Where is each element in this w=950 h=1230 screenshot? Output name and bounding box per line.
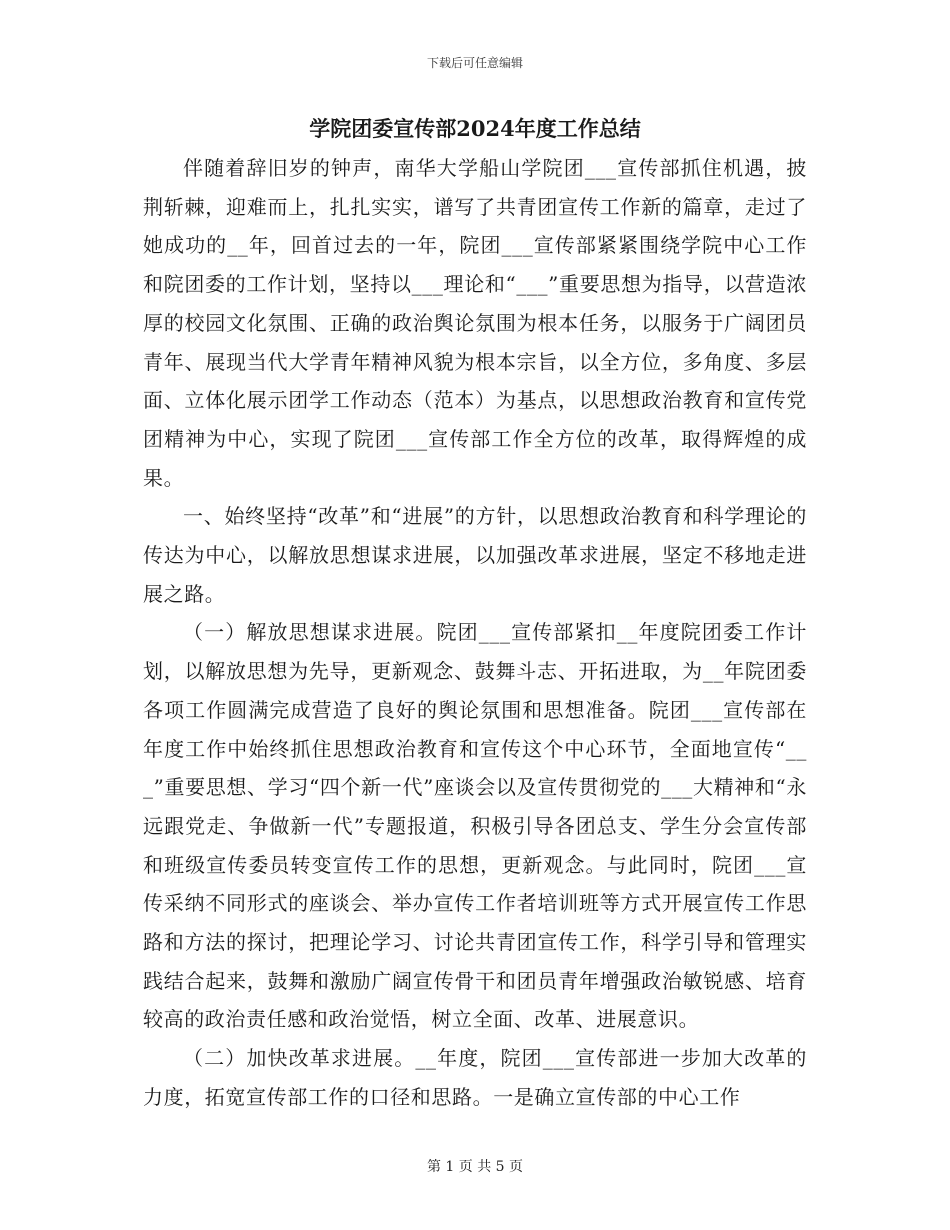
document-title: 学院团委宣传部2024年度工作总结 bbox=[309, 116, 641, 141]
paragraph-subsection-2: （二）加快改革求进展。__年度，院团___宣传部进一步加大改革的力度，拓宽宣传部工作的口径和思路。一是确立宣传部的中心工作 bbox=[143, 1046, 807, 1109]
header-note: 下载后可任意编辑 bbox=[426, 56, 523, 70]
document-body bbox=[143, 149, 807, 1117]
paragraph-intro: 伴随着辞旧岁的钟声，南华大学船山学院团___宣传部抓住机遇，披荆斩棘，迎难而上，扎扎实实，谱写了共青团宣传工作新的篇章，走过了她成功的__年，回首过去的一年，院团___宣传部紧紧围绕学院中心工作和院团委的工作计划，坚持以___理论和“___”重要思想为指导，以营造浓厚的校园文化氛围、正确的政治舆论氛围为根本任务，以服务于广阔团员青年、展现当代大学青年精神风貌为根本宗旨，以全方位，多角度、多层面、立体化展示团学工作动态（范本）为基点，以思想政治教育和宣传党团精神为中心，实现了院团___宣传部工作全方位的改革，取得辉煌的成果。 bbox=[143, 156, 807, 490]
paragraph-subsection-1: （一）解放思想谋求进展。院团___宣传部紧扣__年度院团委工作计划，以解放思想为先导，更新观念、鼓舞斗志、开拓进取，为__年院团委各项工作圆满完成营造了良好的舆论氛围和思想准备。院团___宣传部在年度工作中始终抓住思想政治教育和宣传这个中心环节，全面地宣传“___”重要思想、学习“四个新一代”座谈会以及宣传贯彻党的___大精神和“永远跟党走、争做新一代”专题报道，积极引导各团总支、学生分会宣传部和班级宣传委员转变宣传工作的思想，更新观念。与此同时，院团___宣传采纳不同形式的座谈会、举办宣传工作者培训班等方式开展宣传工作思路和方法的探讨，把理论学习、讨论共青团宣传工作，科学引导和管理实践结合起来，鼓舞和激励广阔宣传骨干和团员青年增强政治敏锐感、培育较高的政治责任感和政治觉悟，树立全面、改革、进展意识。 bbox=[143, 620, 807, 1032]
paragraph-section-1: 一、始终坚持“改革”和“进展”的方针，以思想政治教育和科学理论的传达为中心，以解放思想谋求进展，以加强改革求进展，坚定不移地走进展之路。 bbox=[143, 504, 807, 606]
page-number: 第 1 页 共 5 页 bbox=[426, 1159, 524, 1175]
